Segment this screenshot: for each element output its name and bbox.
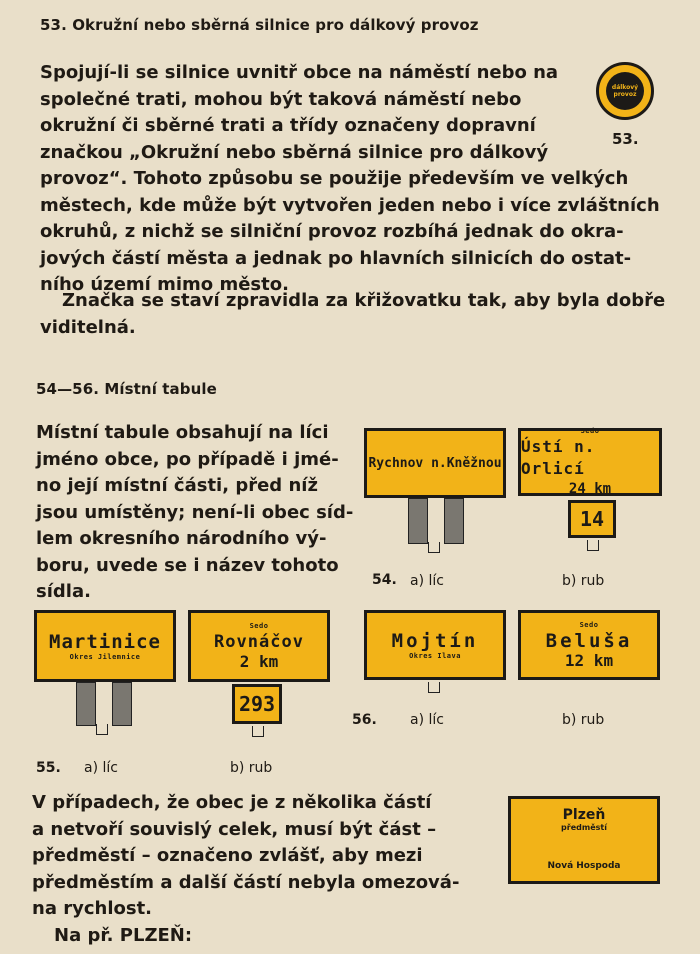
text-line: předměstí – označeno zvlášť, aby mezi <box>32 845 423 866</box>
section-53-heading: 53. Okružní nebo sběrná silnice pro dálkový provoz <box>40 16 479 34</box>
sign-56a-town-name <box>364 610 506 680</box>
caption-54a: a) líc <box>410 573 444 589</box>
text-line: jových částí města a jednak po hlavních silnicích do ostat- <box>40 247 632 269</box>
sign-54a-town-name <box>364 428 506 498</box>
text-line: na rychlost. <box>32 898 153 919</box>
sign-distance: 12 km <box>564 650 614 670</box>
sign-top: Sedo <box>580 426 600 435</box>
text-line: značkou „Okružní nebo sběrná silnice pro dálkový <box>40 141 549 163</box>
sign-text: dálkový <box>611 84 639 91</box>
sign-56b-town-reverse <box>518 610 660 680</box>
caption-54b: b) rub <box>562 573 605 589</box>
sign-top: Sedo <box>249 621 269 630</box>
section-53-text <box>40 60 600 166</box>
text-line: městech, kde může být vytvořen jeden nebo i více zvláštních <box>40 194 660 216</box>
text-line: boru, uvede se i název tohoto <box>36 554 339 576</box>
sign-name: Ústí n. Orlicí <box>521 436 596 478</box>
sign-55a-town-name <box>34 610 176 682</box>
section-54-text <box>36 420 356 606</box>
sign-name: Mojtín <box>391 629 479 652</box>
section-54-heading: 54—56. Místní tabule <box>36 380 217 398</box>
text-line: předměstím a další částí nebyla omezová- <box>32 871 460 893</box>
caption-56a: a) líc <box>410 712 444 728</box>
text-line: viditelná. <box>40 316 136 338</box>
sign-bottom: Nová Hospoda <box>547 861 621 871</box>
sign-name: Rychnov n.Kněžnou <box>368 455 502 471</box>
sign-distance: 24 km <box>568 480 612 497</box>
post-stub <box>428 682 440 693</box>
sign-55b-town-reverse <box>188 610 330 682</box>
section-53-para2 <box>40 288 680 341</box>
example-line: Na př. PLZEŇ: <box>54 924 193 946</box>
text-line: ního území mimo město. <box>40 274 289 295</box>
long-distance-sign-icon <box>596 62 654 120</box>
post-stub <box>428 542 440 553</box>
sign-distance: 2 km <box>239 651 279 671</box>
text-line: Místní tabule obsahují na líci <box>36 422 329 443</box>
text-line: Spojují-li se silnice uvnitř obce na náměstí nebo na <box>40 62 559 83</box>
sign-sub: předměstí <box>561 823 607 832</box>
caption-55: 55. <box>36 760 61 776</box>
text-line: společné trati, mohou být taková náměstí nebo <box>40 88 522 110</box>
closing-text <box>32 790 482 949</box>
text-line: okruhů, z nichž se silniční provoz rozbíhá jednak do okra- <box>40 221 624 242</box>
plate-55b: 293 <box>232 684 282 724</box>
sign-name: Martinice <box>49 630 161 653</box>
sign-post <box>76 682 96 726</box>
caption-56: 56. <box>352 712 377 728</box>
plate-54b: 14 <box>568 500 616 538</box>
text-line: V případech, že obec je z několika částí <box>32 792 432 813</box>
text-line: Značka se staví zpravidla za křižovatku tak, aby byla dobře <box>62 290 666 311</box>
caption-55a: a) líc <box>84 760 118 776</box>
sign-post <box>444 498 464 544</box>
sign-post <box>112 682 132 726</box>
post-stub <box>96 724 108 735</box>
caption-54: 54. <box>372 572 397 588</box>
sign-text: provoz <box>613 91 637 98</box>
sign-53-label: 53. <box>612 130 639 148</box>
text-line: okružní či sběrné trati a třídy označeny dopravní <box>40 115 536 136</box>
text-line: jsou umístěny; není-li obec síd- <box>36 501 354 523</box>
text-line: a netvoří souvislý celek, musí být část – <box>32 818 437 840</box>
text-line: sídla. <box>36 581 91 602</box>
sign-name: Plzeň <box>562 807 606 823</box>
text-line: lem okresního národního vý- <box>36 528 327 549</box>
caption-56b: b) rub <box>562 712 605 728</box>
sign-name: Rovnáčov <box>214 631 304 652</box>
text-line: provoz“. Tohoto způsobu se použije především ve velkých <box>40 168 629 189</box>
post-stub <box>252 726 264 737</box>
sign-sub: Okres Ilava <box>409 651 461 660</box>
sign-top: Sedo <box>579 620 599 629</box>
section-53-text-long <box>40 166 680 299</box>
sign-plzen-suburb <box>508 796 660 884</box>
sign-54b-town-reverse <box>518 428 662 496</box>
sign-sub: Okres Jilemnice <box>69 652 141 661</box>
sign-name: Beluša <box>545 629 633 652</box>
post-stub <box>587 540 599 551</box>
caption-55b: b) rub <box>230 760 273 776</box>
text-line: no její místní části, před níž <box>36 475 318 496</box>
sign-post <box>408 498 428 544</box>
text-line: jméno obce, po případě i jmé- <box>36 448 339 470</box>
